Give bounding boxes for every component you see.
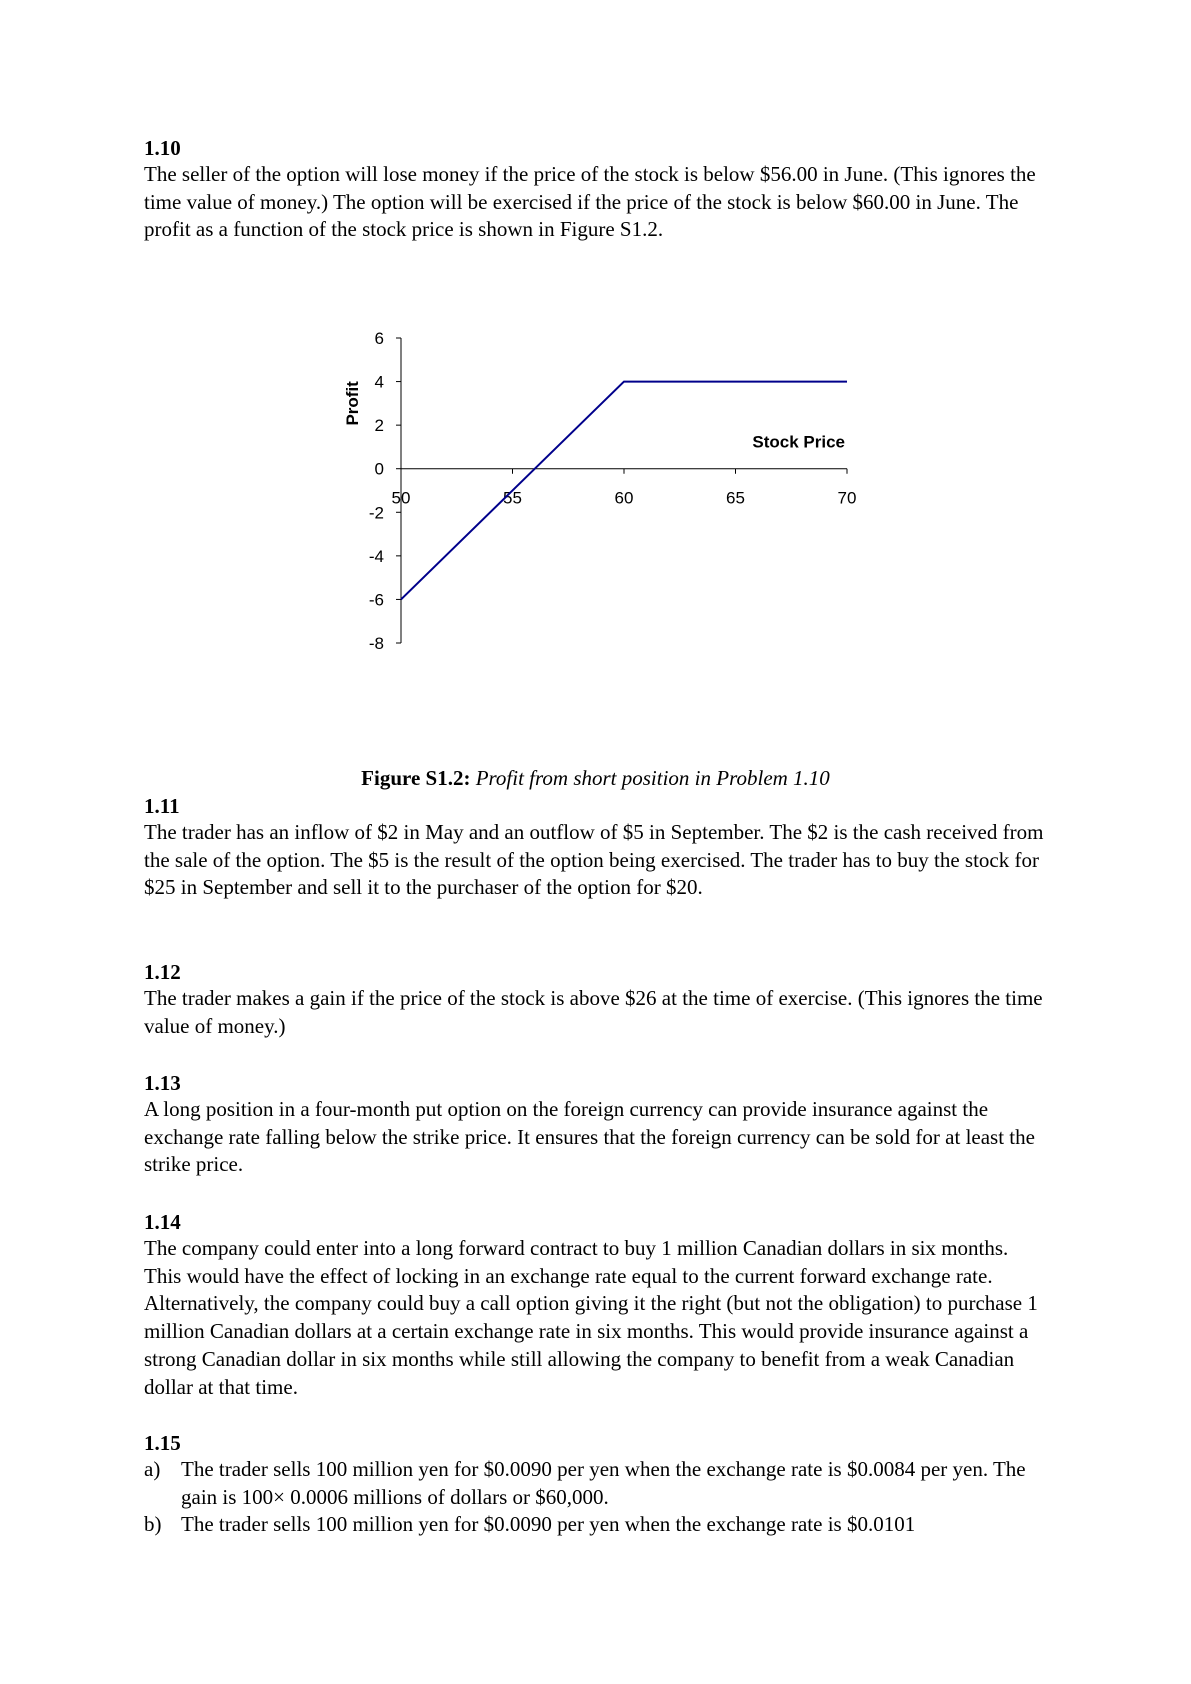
figure-caption-label: Figure S1.2: bbox=[361, 766, 471, 790]
section-heading-1-12: 1.12 bbox=[144, 960, 181, 984]
section-text-1-14: The company could enter into a long forward contract to buy 1 million Canadian dollars in six months. This would have the effect of locking in an exchange rate equal to the current forward exchange rate. Alternatively, the company could buy a call option giving it the right (but not the obligation) to purchase 1 million Canadian dollars at a certain exchange rate in six months. This would provide insurance against a strong Canadian dollar in six months while still allowing the company to benefit from a weak Canadian dollar at that time. bbox=[144, 1236, 1038, 1399]
section-text-1-10: The seller of the option will lose money if the price of the stock is below $56.00 in June. (This ignores the time value of money.) The option will be exercised if the price of the stock is below $60.00 in June. The profit as a function of the stock price is shown in Figure S1.2. bbox=[144, 162, 1036, 242]
y-tick-label: -6 bbox=[368, 590, 384, 610]
section-heading-1-11: 1.11 bbox=[144, 794, 180, 818]
x-tick-label: 60 bbox=[614, 488, 634, 508]
y-tick-label: -8 bbox=[368, 634, 384, 653]
list-item-text: The trader sells 100 million yen for $0.0090 per yen when the exchange rate is $0.0084 per yen. The gain is 100× 0.0006 millions of dollars or $60,000. bbox=[181, 1457, 1026, 1509]
y-tick-label: 4 bbox=[374, 372, 384, 392]
answer-list-1-15 bbox=[144, 1456, 1049, 1539]
section-heading-1-10: 1.10 bbox=[144, 136, 181, 160]
list-marker: b) bbox=[144, 1512, 162, 1537]
list-item bbox=[144, 1511, 1049, 1539]
list-item bbox=[144, 1456, 1049, 1511]
figure-caption bbox=[0, 764, 1191, 792]
section-heading-1-13: 1.13 bbox=[144, 1071, 181, 1095]
y-tick-label: 0 bbox=[374, 459, 384, 479]
y-tick-label: 6 bbox=[374, 329, 384, 348]
y-tick-label: -2 bbox=[368, 503, 384, 523]
section-text-1-11: The trader has an inflow of $2 in May and an outflow of $5 in September. The $2 is the cash received from the sale of the option. The $5 is the result of the option being exercised. The trader has to buy the stock for $25 in September and sell it to the purchaser of the option for $20. bbox=[144, 820, 1044, 900]
x-tick-label: 70 bbox=[837, 488, 857, 508]
list-item-text: The trader sells 100 million yen for $0.0090 per yen when the exchange rate is $0.0101 bbox=[181, 1512, 916, 1537]
figure-caption-text: Profit from short position in Problem 1.10 bbox=[475, 766, 830, 790]
list-marker: a) bbox=[144, 1457, 161, 1481]
profit-chart bbox=[0, 0, 1191, 700]
y-axis-label: Profit bbox=[343, 381, 362, 426]
x-tick-label: 50 bbox=[391, 488, 411, 508]
x-tick-label: 65 bbox=[726, 488, 745, 508]
x-tick-label: 55 bbox=[503, 488, 522, 508]
section-text-1-12: The trader makes a gain if the price of the stock is above $26 at the time of exercise. (This ignores the time value of money.) bbox=[144, 986, 1043, 1038]
y-tick-label: -4 bbox=[368, 546, 384, 566]
section-text-1-13: A long position in a four-month put option on the foreign currency can provide insurance against the exchange rate falling below the strike price. It ensures that the foreign currency can be sold for at least the strike price. bbox=[144, 1097, 1035, 1177]
section-heading-1-15: 1.15 bbox=[144, 1431, 181, 1455]
x-axis-label: Stock Price bbox=[752, 432, 845, 452]
section-heading-1-14: 1.14 bbox=[144, 1210, 181, 1234]
y-tick-label: 2 bbox=[374, 416, 384, 436]
